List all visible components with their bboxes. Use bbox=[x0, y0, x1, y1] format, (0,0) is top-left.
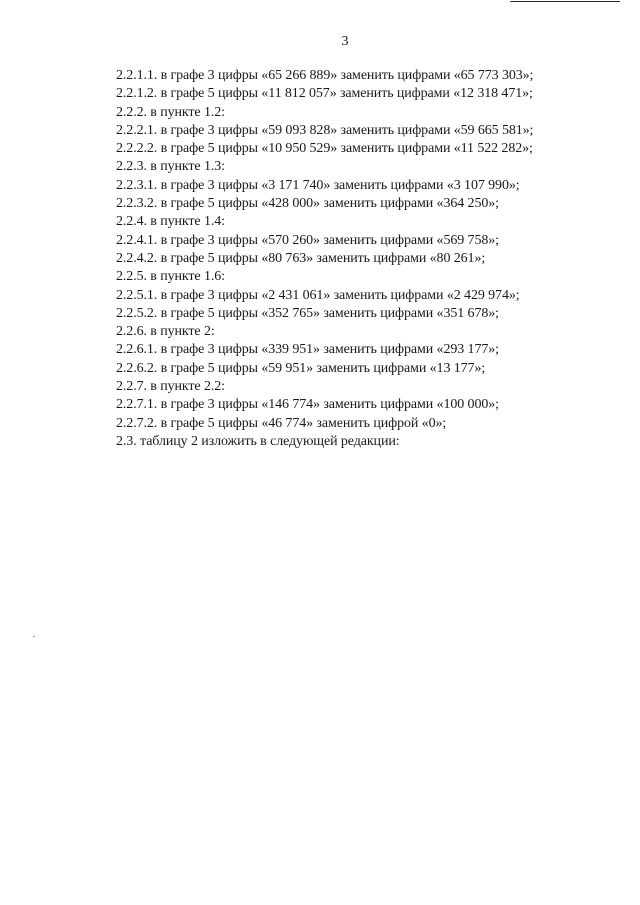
amendment-line: 2.2.1.1. в графе 3 цифры «65 266 889» заменить цифрами «65 773 303»; bbox=[116, 68, 534, 83]
amendment-line: 2.2.2.1. в графе 3 цифры «59 093 828» заменить цифрами «59 665 581»; bbox=[116, 122, 534, 138]
top-rule bbox=[510, 1, 620, 2]
amendment-line: 2.2.5.2. в графе 5 цифры «352 765» заменить цифрами «351 678»; bbox=[116, 305, 499, 321]
amendment-line: 2.2.5.1. в графе 3 цифры «2 431 061» заменить цифрами «2 429 974»; bbox=[116, 287, 520, 303]
amendment-line: 2.2.3.2. в графе 5 цифры «428 000» заменить цифрами «364 250»; bbox=[116, 196, 499, 212]
amendment-list bbox=[116, 67, 616, 451]
amendment-line: 2.2.4.1. в графе 3 цифры «570 260» заменить цифрами «569 758»; bbox=[116, 232, 499, 248]
amendment-line: 2.2.2. в пункте 1.2: bbox=[116, 104, 225, 120]
amendment-line: 2.3. таблицу 2 изложить в следующей редакции: bbox=[116, 433, 400, 449]
amendment-line: 2.2.7. в пункте 2.2: bbox=[116, 379, 225, 395]
amendment-line: 2.2.2.2. в графе 5 цифры «10 950 529» заменить цифрами «11 522 282»; bbox=[116, 141, 533, 157]
amendment-line: 2.2.3. в пункте 1.3: bbox=[116, 159, 225, 175]
amendment-line: 2.2.6. в пункте 2: bbox=[116, 324, 215, 340]
amendment-line: 2.2.4. в пункте 1.4: bbox=[116, 214, 225, 230]
amendment-line: 2.2.3.1. в графе 3 цифры «3 171 740» заменить цифрами «3 107 990»; bbox=[116, 177, 520, 193]
scan-speck bbox=[33, 636, 35, 637]
amendment-line: 2.2.6.1. в графе 3 цифры «339 951» заменить цифрами «293 177»; bbox=[116, 342, 499, 358]
page-number: 3 bbox=[341, 34, 349, 49]
amendment-line: 2.2.7.1. в графе 3 цифры «146 774» заменить цифрами «100 000»; bbox=[116, 397, 499, 413]
amendment-line: 2.2.1.2. в графе 5 цифры «11 812 057» заменить цифрами «12 318 471»; bbox=[116, 86, 533, 102]
amendment-line: 2.2.5. в пункте 1.6: bbox=[116, 269, 225, 285]
amendment-line: 2.2.7.2. в графе 5 цифры «46 774» заменить цифрой «0»; bbox=[116, 415, 447, 431]
amendment-line: 2.2.6.2. в графе 5 цифры «59 951» заменить цифрами «13 177»; bbox=[116, 360, 486, 376]
amendment-line: 2.2.4.2. в графе 5 цифры «80 763» заменить цифрами «80 261»; bbox=[116, 250, 486, 266]
